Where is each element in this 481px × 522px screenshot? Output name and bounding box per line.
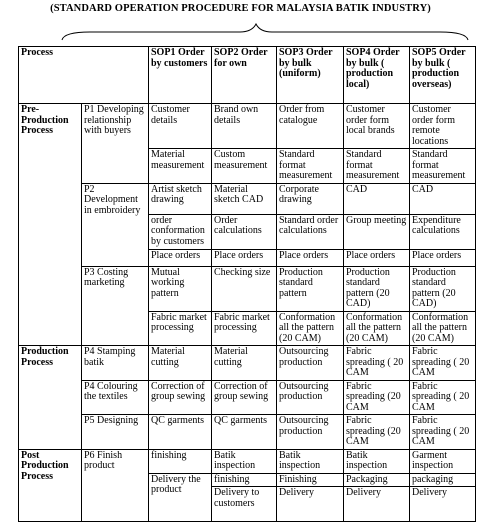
table-cell: Mutual working pattern — [149, 266, 212, 311]
table-cell: finishing — [149, 449, 212, 473]
table-cell: Place orders — [212, 249, 277, 266]
table-cell: Fabric spreading ( 20 CAM — [410, 415, 476, 450]
table-cell: Correction of group sewing — [149, 380, 212, 415]
table-cell: Checking size — [212, 266, 277, 311]
step-p3: P3 Costing marketing — [82, 266, 149, 346]
table-cell: Batik inspection — [212, 449, 277, 473]
table-cell: Material measurement — [149, 149, 212, 184]
page-title: (STANDARD OPERATION PROCEDURE FOR MALAYSIA BATIK INDUSTRY) — [50, 3, 431, 14]
header-process: Process — [19, 47, 149, 104]
header-sop3: SOP3 Order by bulk (uniform) — [277, 47, 344, 104]
stage-production: Production Process — [19, 346, 82, 450]
table-cell: Place orders — [344, 249, 410, 266]
table-cell: finishing — [212, 473, 277, 487]
table-cell: Artist sketch drawing — [149, 183, 212, 214]
table-cell: Conformation all the pattern (20 CAM) — [410, 311, 476, 346]
table-cell: Standard format measurement — [410, 149, 476, 184]
table-cell: Customer details — [149, 104, 212, 149]
table-cell: Expenditure calculations — [410, 214, 476, 249]
curly-brace-icon — [0, 0, 481, 48]
table-cell: Batik inspection — [344, 449, 410, 473]
header-sop1: SOP1 Order by customers — [149, 47, 212, 104]
table-cell: Correction of group sewing — [212, 380, 277, 415]
table-cell: packaging — [410, 473, 476, 487]
table-cell: Place orders — [277, 249, 344, 266]
table-cell: Batik inspection — [277, 449, 344, 473]
table-cell: Delivery to customers — [212, 487, 277, 522]
table-cell: Place orders — [149, 249, 212, 266]
table-cell: Brand own details — [212, 104, 277, 149]
table-cell: Outsourcing production — [277, 380, 344, 415]
table-cell: Finishing — [277, 473, 344, 487]
table-cell: Fabric market processing — [149, 311, 212, 346]
sop-table — [18, 46, 476, 522]
table-cell: Delivery — [344, 487, 410, 522]
step-p6: P6 Finish product — [82, 449, 149, 522]
step-p1: P1 Developing relationship with buyers — [82, 104, 149, 184]
header-sop4: SOP4 Order by bulk ( production local) — [344, 47, 410, 104]
table-cell: Material cutting — [149, 346, 212, 381]
table-cell: Delivery — [277, 487, 344, 522]
step-p5: P5 Designing — [82, 415, 149, 450]
table-cell: Garment inspection — [410, 449, 476, 473]
table-cell: Fabric spreading ( 20 CAM — [410, 346, 476, 381]
table-cell: Material cutting — [212, 346, 277, 381]
table-cell: Outsourcing production — [277, 415, 344, 450]
step-p4-colouring: P4 Colouring the textiles — [82, 380, 149, 415]
table-cell: Conformation all the pattern (20 CAM) — [277, 311, 344, 346]
table-cell: Customer order form remote locations — [410, 104, 476, 149]
table-cell: CAD — [410, 183, 476, 214]
table-cell: CAD — [344, 183, 410, 214]
table-cell: Place orders — [410, 249, 476, 266]
table-cell: Group meeting — [344, 214, 410, 249]
table-cell: Fabric market processing — [212, 311, 277, 346]
table-cell: Fabric spreading (20 CAM — [344, 415, 410, 450]
header-sop5: SOP5 Order by bulk ( production overseas) — [410, 47, 476, 104]
table-cell: Packaging — [344, 473, 410, 487]
table-cell: Fabric spreading ( 20 CAM — [410, 380, 476, 415]
table-cell: Standard format measurement — [277, 149, 344, 184]
table-cell: Production standard pattern (20 CAD) — [410, 266, 476, 311]
table-cell: QC garments — [149, 415, 212, 450]
header-sop2: SOP2 Order for own — [212, 47, 277, 104]
stage-post-production: Post Production Process — [19, 449, 82, 522]
step-p4-stamping: P4 Stamping batik — [82, 346, 149, 381]
table-cell: Order calculations — [212, 214, 277, 249]
table-cell: Production standard pattern — [277, 266, 344, 311]
table-cell: order conformation by customers — [149, 214, 212, 249]
table-cell: Delivery the product — [149, 473, 212, 522]
table-cell: Corporate drawing — [277, 183, 344, 214]
table-cell: Custom measurement — [212, 149, 277, 184]
table-cell: Material sketch CAD — [212, 183, 277, 214]
table-cell: Delivery — [410, 487, 476, 522]
table-cell: QC garments — [212, 415, 277, 450]
table-cell: Fabric spreading (20 CAM — [344, 380, 410, 415]
table-cell: Order from catalogue — [277, 104, 344, 149]
table-cell: Standard order calculations — [277, 214, 344, 249]
table-cell: Outsourcing production — [277, 346, 344, 381]
stage-pre-production: Pre-Production Process — [19, 104, 82, 346]
table-cell: Conformation all the pattern (20 CAM) — [344, 311, 410, 346]
step-p2: P2 Development in embroidery — [82, 183, 149, 266]
table-cell: Fabric spreading ( 20 CAM — [344, 346, 410, 381]
table-cell: Standard format measurement — [344, 149, 410, 184]
table-cell: Customer order form local brands — [344, 104, 410, 149]
table-cell: Production standard pattern (20 CAD) — [344, 266, 410, 311]
